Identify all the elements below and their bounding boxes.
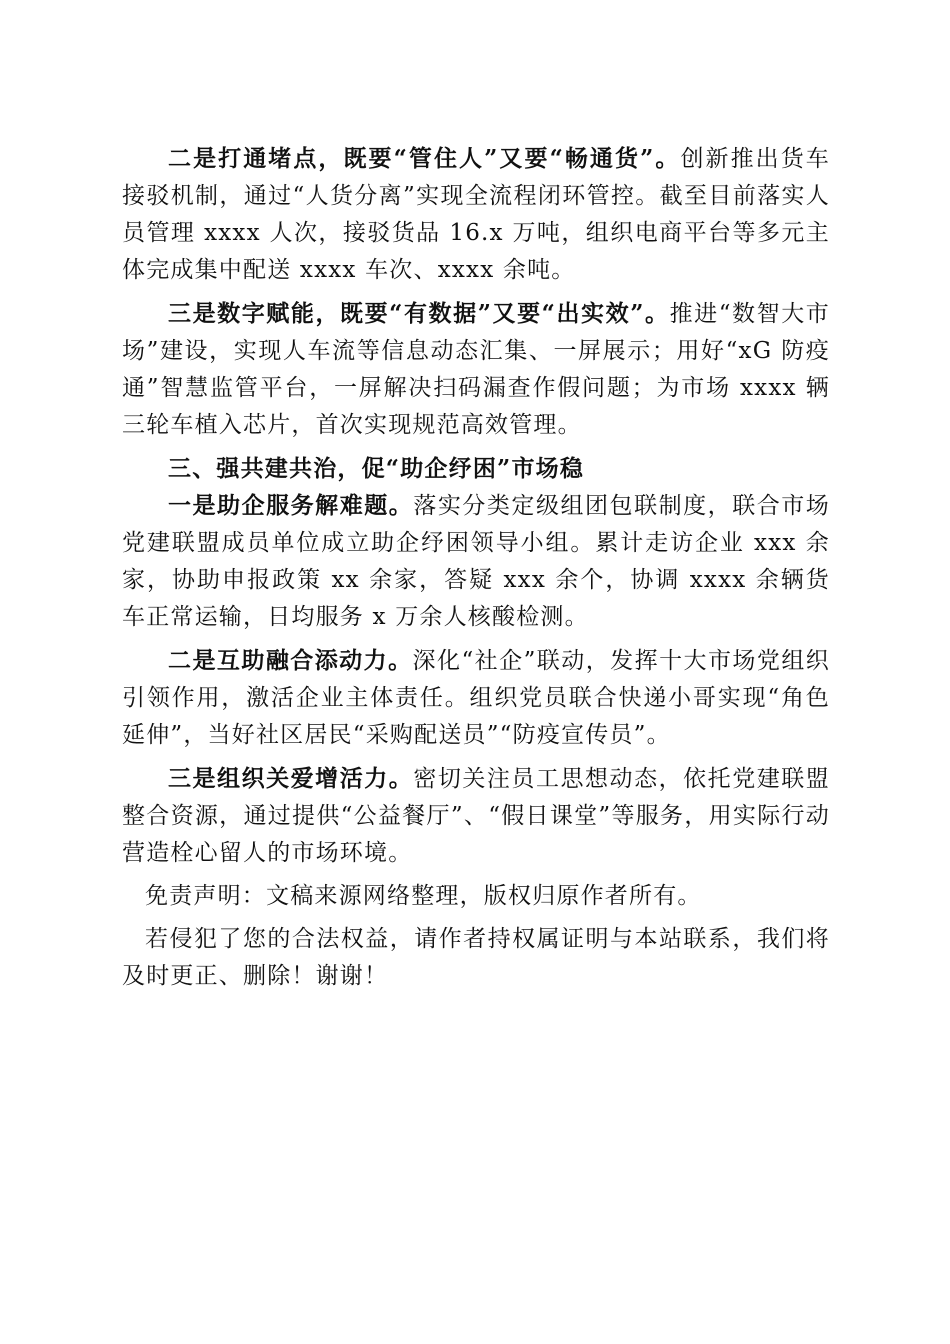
paragraph-lead: 三是数字赋能，既要“有数据”又要“出实效”。 [168,300,670,327]
paragraph-lead: 二是互助融合添动力。 [168,647,413,674]
paragraph-lead: 一是助企服务解难题。 [168,492,414,519]
paragraph-body: 创新推出货车接驳机制，通过“人货分离”实现全流程闭环管控。截至目前落实人员管理 xxxx 人次，接驳货品 16.x 万吨，组织电商平台等多元主体完成集中配送 xxxx 车次、xxxx 余吨。 [122,146,830,283]
paragraph-unblock-bottlenecks [122,140,830,289]
paragraph-body: 密切关注员工思想动态，依托党建联盟整合资源，通过提供“公益餐厅”、“假日课堂”等服务，用实际行动营造栓心留人的市场环境。 [122,766,831,866]
paragraph-enterprise-service [122,487,830,636]
paragraph-lead: 二是打通堵点，既要“管住人”又要“畅通货”。 [168,145,681,172]
paragraph-mutual-integration [122,642,830,754]
document-page [122,140,830,995]
disclaimer-line-2: 若侵犯了您的合法权益，请作者持权属证明与本站联系，我们将及时更正、删除！谢谢！ [122,926,830,989]
paragraph-organizational-care [122,760,830,872]
paragraph-digital-empowerment [122,295,830,444]
paragraph-body: 推进“数智大市场”建设，实现人车流等信息动态汇集、一屏展示；用好“xG 防疫通”智慧监管平台，一屏解决扫码漏查作假问题；为市场 xxxx 辆三轮车植入芯片，首次实现规范高效管理。 [122,301,830,438]
paragraph-lead: 三是组织关爱增活力。 [168,765,414,792]
paragraph-body: 深化“社企”联动，发挥十大市场党组织引领作用，激活企业主体责任。组织党员联合快递小哥实现“角色延伸”，当好社区居民“采购配送员”“防疫宣传员”。 [122,648,830,748]
paragraph-body: 落实分类定级组团包联制度，联合市场党建联盟成员单位成立助企纾困领导小组。累计走访企业 xxx 余家，协助申报政策 xx 余家，答疑 xxx 余个，协调 xxxx 余辆货车正常运输，日均服务 x 万余人核酸检测。 [122,493,831,630]
section-heading: 三、强共建共治，促“助企纾困”市场稳 [168,455,585,482]
disclaimer-line-1: 免责声明：文稿来源网络整理，版权归原作者所有。 [145,883,702,909]
